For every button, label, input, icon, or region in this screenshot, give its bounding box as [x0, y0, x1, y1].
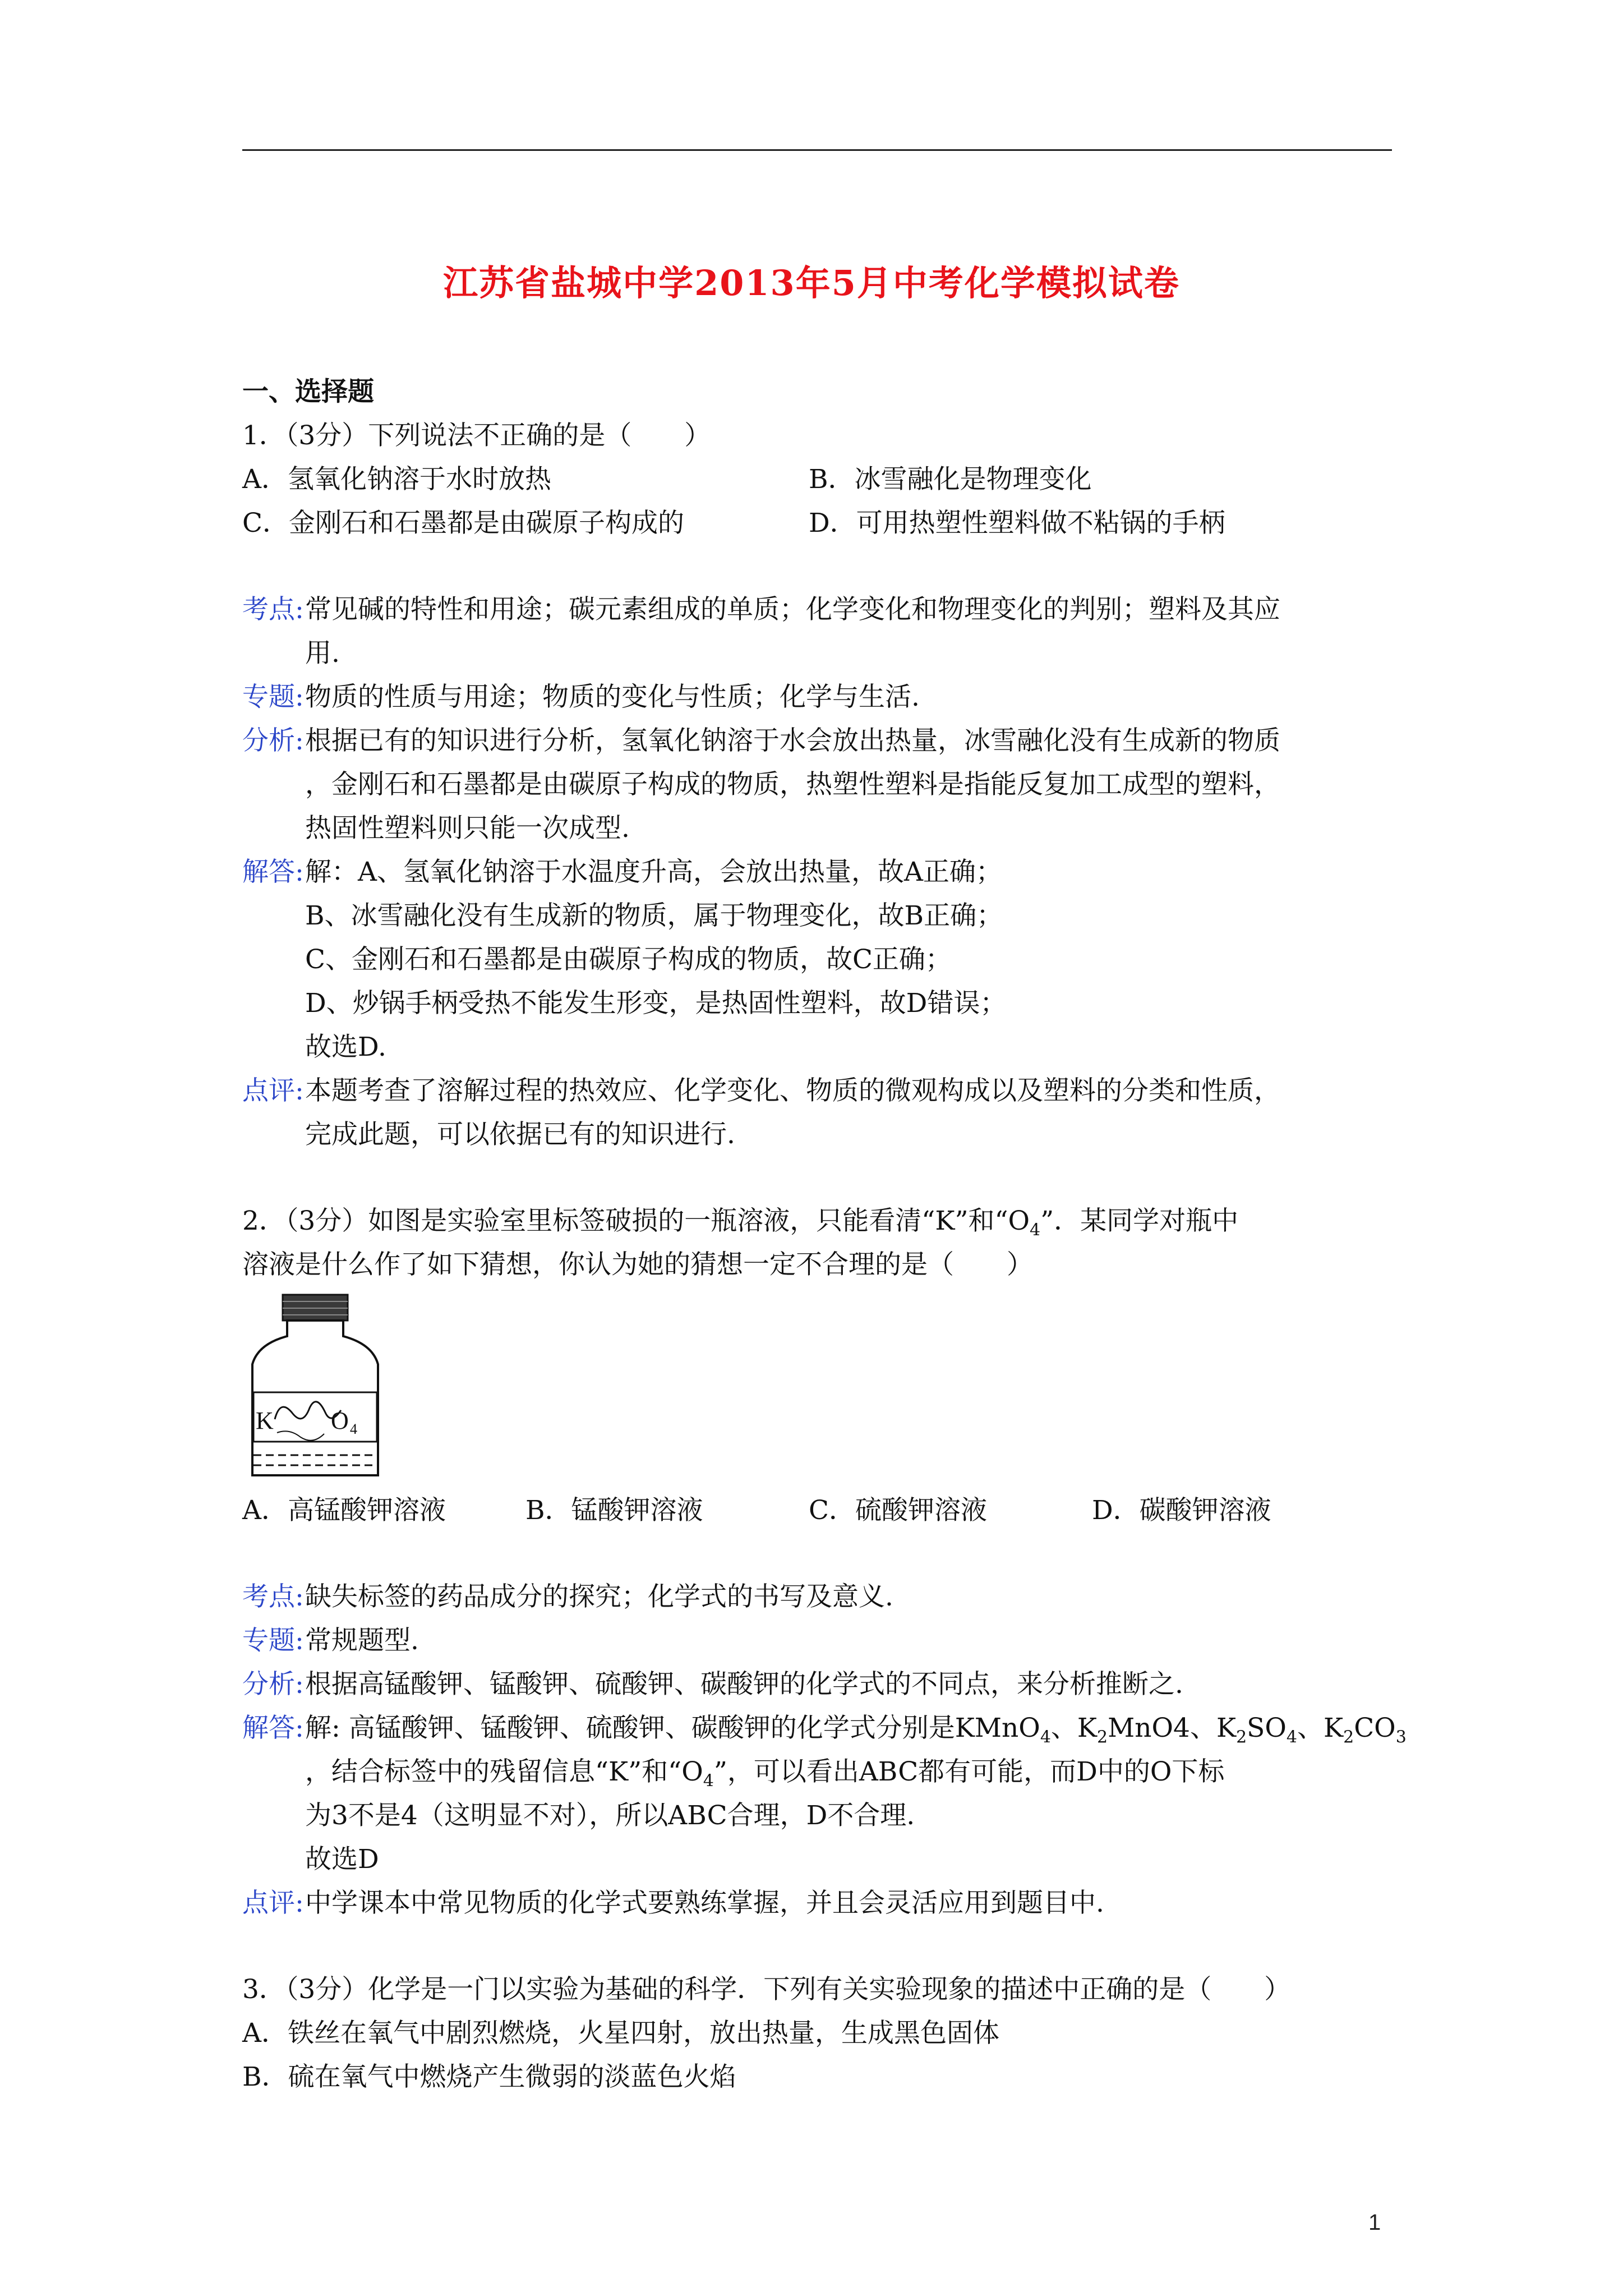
zhuanti-label: 专题:: [242, 1625, 304, 1656]
page-number: 1: [1368, 2210, 1381, 2235]
question-1-zhuanti-line: 物质的性质与用途；物质的变化与性质；化学与生活.: [305, 682, 920, 712]
question-1-option-c: C．金刚石和石墨都是由碳原子构成的: [242, 508, 684, 539]
question-2-jieda-line-2: ，结合标签中的残留信息“K”和“$O_4$”，可以看出ABC都有可能，而D中的O下标: [305, 1756, 1225, 1791]
question-2-kaodian: [242, 1575, 1398, 1619]
reagent-bottle-icon: [248, 1292, 382, 1483]
question-2-zhuanti-line: 常规题型.: [305, 1625, 419, 1656]
question-2-dianping: [242, 1881, 1398, 1925]
question-1-jieda-line: 解：A、氢氧化钠溶于水温度升高，会放出热量，故A正确；: [305, 857, 1002, 887]
kaodian-label: 考点:: [242, 1581, 304, 1612]
question-1-stem: 1．（3分）下列说法不正确的是（ ）: [242, 420, 711, 451]
question-1-fenxi-line: ，金刚石和石墨都是由碳原子构成的物质，热塑性塑料是指能反复加工成型的塑料，: [305, 769, 1280, 800]
question-1-option-a: A．氢氧化钠溶于水时放热: [242, 464, 551, 495]
dianping-label: 点评:: [242, 1888, 304, 1918]
question-1-dianping-line: 本题考查了溶解过程的热效应、化学变化、物质的微观构成以及塑料的分类和性质，: [305, 1075, 1280, 1106]
question-1-jieda-line: C、金刚石和石墨都是由碳原子构成的物质，故C正确；: [305, 944, 952, 975]
bottle-label-subscript: 4: [350, 1421, 357, 1437]
question-1-fenxi: [242, 719, 1398, 850]
kaodian-label: 考点:: [242, 594, 304, 625]
question-2-option-a: A．高锰酸钾溶液: [242, 1495, 446, 1526]
question-2-zhuanti: [242, 1619, 1398, 1663]
question-2-fenxi: [242, 1663, 1398, 1706]
question-2-jieda-line-1: 解: 高锰酸钾、锰酸钾、硫酸钾、碳酸钾的化学式分别是KMnO$_4$、$K_2MnO4$、$K_2SO_4$、$K_2CO_3$: [305, 1713, 1407, 1747]
question-2-stem-line-1: 2．（3分）如图是实验室里标签破损的一瓶溶液，只能看清“K”和“$O_4$”．某同学对瓶中: [242, 1205, 1239, 1240]
section-heading: 一、选择题: [242, 376, 374, 407]
question-2-stem-line-2: 溶液是什么作了如下猜想，你认为她的猜想一定不合理的是（ ）: [242, 1249, 1033, 1280]
header-rule: [242, 149, 1392, 151]
dianping-label: 点评:: [242, 1075, 304, 1106]
question-1-jieda-line: B、冰雪融化没有生成新的物质，属于物理变化，故B正确；: [305, 900, 1003, 931]
question-1-fenxi-line: 热固性塑料则只能一次成型.: [305, 813, 630, 844]
question-1-jieda-line: D、炒锅手柄受热不能发生形变，是热固性塑料，故D错误；: [305, 988, 1007, 1019]
question-2-jieda: [242, 1706, 1407, 1881]
question-1-options-row-1: [242, 458, 1398, 501]
question-1-dianping-line: 完成此题，可以依据已有的知识进行.: [305, 1119, 735, 1150]
bottle-label-o: O: [331, 1407, 349, 1434]
question-1-zhuanti: [242, 675, 1398, 719]
fenxi-label: 分析:: [242, 1669, 304, 1700]
document-title: 江苏省盐城中学2013年5月中考化学模拟试卷: [443, 263, 1180, 303]
question-1-option-d: D．可用热塑性塑料做不粘锅的手柄: [809, 508, 1225, 539]
question-2-kaodian-line: 缺失标签的药品成分的探究；化学式的书写及意义.: [305, 1581, 893, 1612]
question-1-fenxi-line: 根据已有的知识进行分析，氢氧化钠溶于水会放出热量，冰雪融化没有生成新的物质: [305, 725, 1280, 756]
question-1-jieda: [242, 850, 1398, 1069]
question-1-option-b: B．冰雪融化是物理变化: [809, 464, 1092, 495]
question-3-option-b: B．硫在氧气中燃烧产生微弱的淡蓝色火焰: [242, 2062, 736, 2092]
question-2-option-c: C．硫酸钾溶液: [809, 1495, 987, 1526]
question-2-dianping-line: 中学课本中常见物质的化学式要熟练掌握，并且会灵活应用到题目中.: [305, 1888, 1104, 1918]
page-body: [242, 370, 1407, 2099]
question-2-fenxi-line: 根据高锰酸钾、锰酸钾、硫酸钾、碳酸钾的化学式的不同点，来分析推断之.: [305, 1669, 1183, 1700]
question-1-kaodian: [242, 588, 1398, 675]
question-2-options-row: [242, 1489, 1398, 1533]
question-1-kaodian-line: 常见碱的特性和用途；碳元素组成的单质；化学变化和物理变化的判别；塑料及其应: [305, 594, 1280, 625]
jieda-label: 解答:: [242, 857, 304, 887]
bottle-label-k: K: [256, 1407, 274, 1434]
question-2-jieda-line: 故选D: [305, 1844, 379, 1875]
question-1-dianping: [242, 1069, 1398, 1157]
fenxi-label: 分析:: [242, 725, 304, 756]
zhuanti-label: 专题:: [242, 682, 304, 712]
question-3-stem: 3．（3分）化学是一门以实验为基础的科学．下列有关实验现象的描述中正确的是（ ）: [242, 1974, 1291, 2005]
reagent-bottle-figure: [242, 1287, 1398, 1489]
question-2-option-d: D．碳酸钾溶液: [1092, 1495, 1271, 1526]
question-2-jieda-line: 为3不是4（这明显不对），所以ABC合理，D不合理.: [305, 1800, 915, 1831]
question-1-jieda-line: 故选D.: [305, 1032, 386, 1062]
question-2-option-b: B．锰酸钾溶液: [525, 1495, 703, 1526]
question-1-kaodian-line: 用.: [305, 638, 340, 669]
question-1-options-row-2: [242, 501, 1398, 545]
jieda-label: 解答:: [242, 1713, 304, 1743]
question-3-option-a: A．铁丝在氧气中剧烈燃烧，火星四射，放出热量，生成黑色固体: [242, 2018, 999, 2049]
